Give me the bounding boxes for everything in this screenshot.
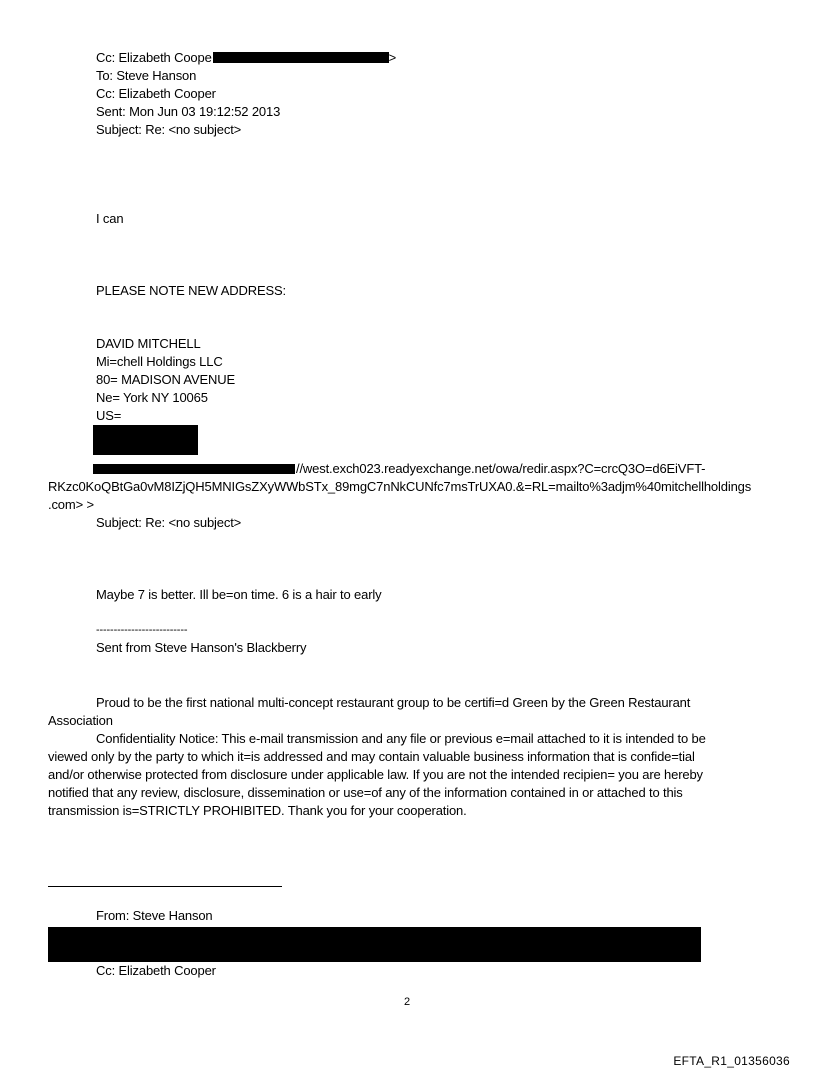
green-line-2: Association	[48, 713, 113, 728]
cc-bracket: >	[388, 50, 397, 65]
next-from-line: From: Steve Hanson	[96, 908, 213, 923]
green-line-1: Proud to be the first national multi-concept restaurant group to be certifi=d Green by the Green Restaurant	[96, 695, 691, 710]
cc-line-1	[96, 50, 396, 66]
confidentiality-line-1: Confidentiality Notice: This e-mail transmission and any file or previous e=mail attached to it is intended to be	[96, 731, 706, 746]
redirect-link-line-3: .com> >	[48, 497, 94, 512]
green-certification-paragraph	[48, 694, 768, 730]
redaction-bar	[93, 464, 295, 474]
redaction-block	[48, 927, 701, 962]
bates-number: EFTA_R1_01356036	[673, 1054, 790, 1068]
subject-line: Subject: Re: <no subject>	[96, 122, 242, 137]
signature-name: DAVID MITCHELL	[96, 336, 201, 351]
horizontal-rule	[48, 886, 282, 887]
confidentiality-line-2: viewed only by the party to which it=is addressed and may contain valuable business information that is confide=tial	[48, 749, 695, 764]
next-cc-line: Cc: Elizabeth Cooper	[96, 963, 216, 978]
cc-name-partial: Cc: Elizabeth Coope	[96, 50, 212, 65]
redaction-bar	[213, 52, 389, 63]
confidentiality-line-5: transmission is=STRICTLY PROHIBITED. Thank you for your cooperation.	[48, 803, 467, 818]
reply-text: I can	[96, 211, 124, 226]
quoted-message: Maybe 7 is better. Ill be=on time. 6 is a hair to early	[96, 587, 382, 602]
redirect-link-line-1: //west.exch023.readyexchange.net/owa/redir.aspx?C=crcQ3O=d6EiVFT-	[296, 461, 706, 476]
sent-line: Sent: Mon Jun 03 19:12:52 2013	[96, 104, 281, 119]
redaction-block	[93, 425, 198, 455]
confidentiality-notice	[48, 730, 768, 820]
redirect-link-line-2: RKzc0KoQBtGa0vM8IZjQH5MNIGsZXyWWbSTx_89mgC7nNkCUNfc7msTrUXA0.&=RL=mailto%3adjm%40mitchellholdings	[48, 479, 752, 494]
signature-city: Ne= York NY 10065	[96, 390, 208, 405]
quoted-subject-line: Subject: Re: <no subject>	[96, 515, 242, 530]
to-line: To: Steve Hanson	[96, 68, 197, 83]
confidentiality-line-3: and/or otherwise protected from disclosure under applicable law. If you are not the intended recipien= you are hereby	[48, 767, 703, 782]
confidentiality-line-4: notified that any review, disclosure, dissemination or use=of any of the information contained in or attached to this	[48, 785, 683, 800]
signature-company: Mi=chell Holdings LLC	[96, 354, 223, 369]
cc-line-2: Cc: Elizabeth Cooper	[96, 86, 216, 101]
sent-from-line: Sent from Steve Hanson's Blackberry	[96, 640, 307, 655]
address-notice: PLEASE NOTE NEW ADDRESS:	[96, 283, 287, 298]
signature-country: US=	[96, 408, 122, 423]
signature-street: 80= MADISON AVENUE	[96, 372, 236, 387]
page-number: 2	[404, 996, 411, 1008]
dash-separator: --------------------------	[96, 624, 188, 636]
